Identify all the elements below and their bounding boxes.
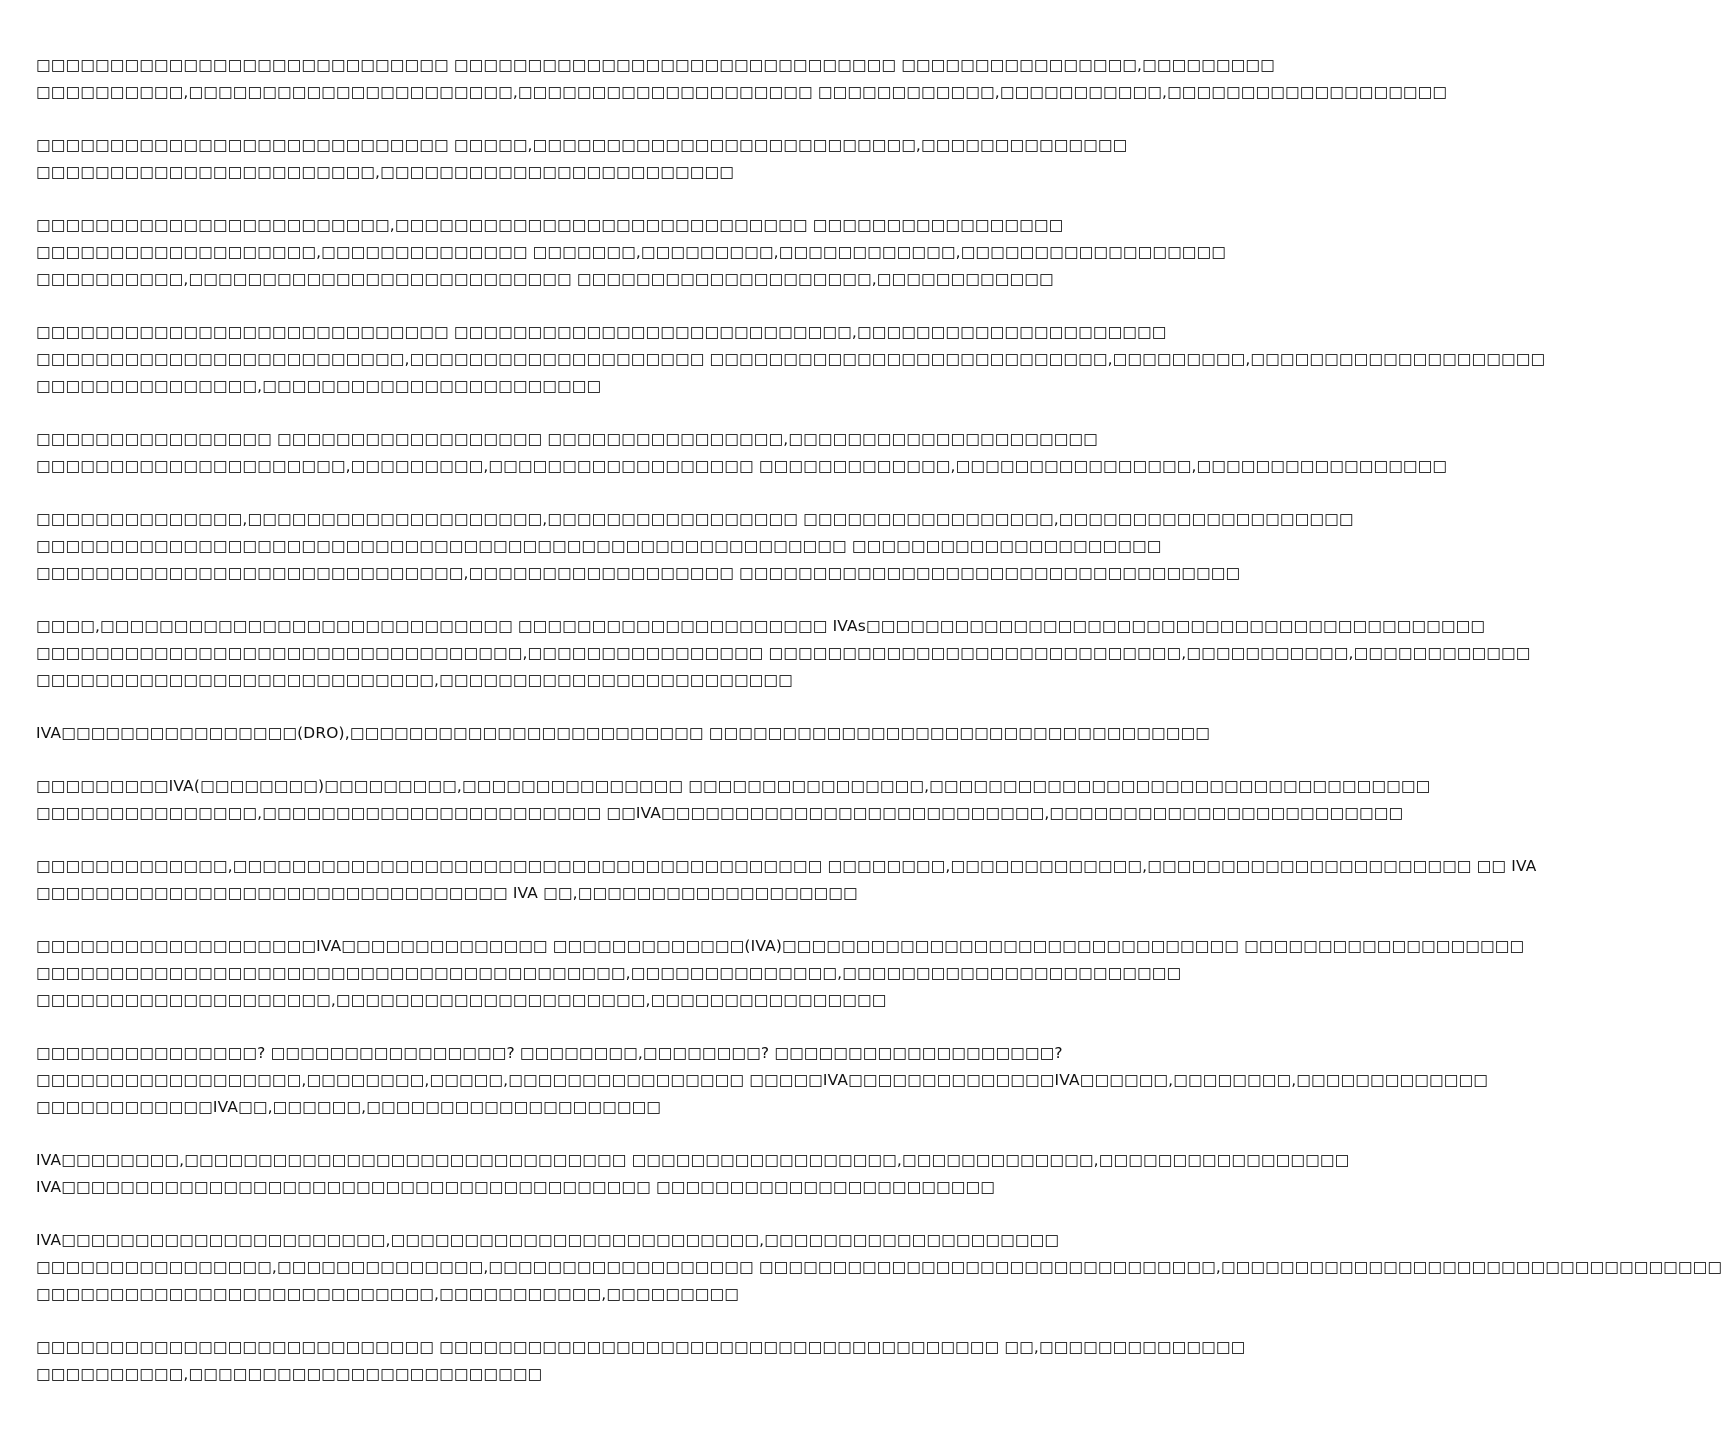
text-line: □□□□□□□□□□□□□□□□□□,□□□□□□□□,□□□□□,□□□□□□□□□□□□□□□□ □□□□□IVA□□□□□□□□□□□□□□IVA□□□□□□,□□□□□□□□,□□□□□□□□□□□□□ — [36, 1071, 1488, 1089]
text-line: □□□□□□□□□□□□□□□□□□□□□,□□□□□□□□□,□□□□□□□□□□□□□□□□□□ □□□□□□□□□□□□□,□□□□□□□□□□□□□□□□,□□□□□□□□□□□□□□□□□ — [36, 457, 1448, 475]
paragraph — [36, 132, 1128, 186]
text-line: □□□□□□□□□□□□□□□□□□□□□□□□□□□□ □□□□□□□□□□□□□□□□□□□□□□□□□□□,□□□□□□□□□□□□□□□□□□□□□ — [36, 323, 1167, 341]
text-line: □□□□□□□□□□□□□□□□ □□□□□□□□□□□□□□□□□□ □□□□□□□□□□□□□□□□,□□□□□□□□□□□□□□□□□□□□□ — [36, 430, 1098, 448]
text-line: □□□□□□□□□□□□IVA□□,□□□□□□,□□□□□□□□□□□□□□□□□□□□ — [36, 1098, 662, 1116]
paragraph — [36, 933, 1525, 1014]
paragraph — [36, 1040, 1488, 1121]
text-line: □□□□□□□□□□□□□□□□□□□□,□□□□□□□□□□□□□□□□□□□□□,□□□□□□□□□□□□□□□□ — [36, 991, 887, 1009]
text-line: □□□□□□□□□□□□□□□□□□□,□□□□□□□□□□□□□□ □□□□□□□,□□□□□□□□□,□□□□□□□□□□□□,□□□□□□□□□□□□□□□□□□ — [36, 243, 1227, 261]
text-line: □□□□□□□□□□,□□□□□□□□□□□□□□□□□□□□□□,□□□□□□□□□□□□□□□□□□□□ □□□□□□□□□□□□,□□□□□□□□□□□,□□□□□□□□□□□□□□□□□□□ — [36, 83, 1448, 101]
text-line: IVA□□□□□□□□,□□□□□□□□□□□□□□□□□□□□□□□□□□□□□□ □□□□□□□□□□□□□□□□□□,□□□□□□□□□□□□□,□□□□□□□□□□□□□□□□□ — [36, 1151, 1350, 1169]
paragraph — [36, 853, 1537, 907]
text-line: IVA□□□□□□□□□□□□□□□□□□□□□□,□□□□□□□□□□□□□□□□□□□□□□□□□,□□□□□□□□□□□□□□□□□□□□ — [36, 1231, 1060, 1249]
text-line: IVA□□□□□□□□□□□□□□□□(DRO),□□□□□□□□□□□□□□□□□□□□□□□□ □□□□□□□□□□□□□□□□□□□□□□□□□□□□□□□□□□ — [36, 724, 1210, 742]
text-line: □□□□□□□□□□□□□□□□□□□□□□□□□□□□ □□□□□□□□□□□□□□□□□□□□□□□□□□□□□□ □□□□□□□□□□□□□□□□,□□□□□□□□□ — [36, 56, 1275, 74]
paragraph — [36, 613, 1531, 694]
paragraph — [36, 720, 1210, 747]
text-line: □□□□□□□□□□□□□□□□□□□□□□□□,□□□□□□□□□□□□□□□□□□□□□□□□□□□□ □□□□□□□□□□□□□□□□□ — [36, 216, 1064, 234]
text-line: □□□□□□□□□□□□□□□? □□□□□□□□□□□□□□□□? □□□□□□□□,□□□□□□□□? □□□□□□□□□□□□□□□□□□□? — [36, 1044, 1063, 1062]
text-line: □□□□□□□□□□□□□□□□□□□□□□□,□□□□□□□□□□□□□□□□□□□□□□□□ — [36, 163, 734, 181]
paragraph — [36, 212, 1227, 293]
paragraph — [36, 773, 1431, 827]
paragraph — [36, 426, 1448, 480]
paragraph — [36, 506, 1354, 587]
text-line: □□□□□□□□□□□□□□□□□□□□□□□□□□□□□□□□□□□□□□□□□□□□□□□□□□□□□□□ □□□□□□□□□□□□□□□□□□□□□ — [36, 537, 1162, 555]
text-line: □□□□□□□□□□□□□□□□,□□□□□□□□□□□□□□,□□□□□□□□□□□□□□□□□□ □□□□□□□□□□□□□□□□□□□□□□□□□□□□□□□,□□□□□□□□□□□□□□□□□□□□□□□□□□□□□□□□□□ — [36, 1258, 1722, 1276]
text-line: □□□□□□□□□□□□□,□□□□□□□□□□□□□□□□□□□□□□□□□□□□□□□□□□□□□□□□ □□□□□□□□,□□□□□□□□□□□□□,□□□□□□□□□□□□□□□□□□□□□□ □□ IVA — [36, 857, 1537, 875]
text-line: □□□□□□□□□□□□□□□□□□□□□□□□□□□□□,□□□□□□□□□□□□□□□□□□ □□□□□□□□□□□□□□□□□□□□□□□□□□□□□□□□□□ — [36, 564, 1241, 582]
text-line: □□□□□□□□□□,□□□□□□□□□□□□□□□□□□□□□□□□□□ □□□□□□□□□□□□□□□□□□□□,□□□□□□□□□□□□ — [36, 270, 1054, 288]
text-line: □□□□□□□□□□□□□□□□□□□□□□□□□□□□□□□□□□□□□□□□,□□□□□□□□□□□□□□,□□□□□□□□□□□□□□□□□□□□□□□ — [36, 964, 1182, 982]
paragraph — [36, 319, 1546, 400]
text-line: □□□□□□□□□□□□□□□□□□□□□□□□□□□,□□□□□□□□□□□,□□□□□□□□□ — [36, 1285, 740, 1303]
text-line: □□□□□□□□□□,□□□□□□□□□□□□□□□□□□□□□□□□ — [36, 1365, 543, 1383]
paragraph — [36, 1147, 1350, 1201]
text-line: □□□□□□□□□□□□□□,□□□□□□□□□□□□□□□□□□□□,□□□□□□□□□□□□□□□□□ □□□□□□□□□□□□□□□□□,□□□□□□□□□□□□□□□□□□□□ — [36, 510, 1354, 528]
text-line: IVA□□□□□□□□□□□□□□□□□□□□□□□□□□□□□□□□□□□□□□□□ □□□□□□□□□□□□□□□□□□□□□□□ — [36, 1178, 996, 1196]
paragraph — [36, 1227, 1722, 1308]
text-line: □□□□□□□□□□□□□□□□□□□□□□□□□□□□ □□□□□,□□□□□□□□□□□□□□□□□□□□□□□□□□,□□□□□□□□□□□□□□ — [36, 136, 1128, 154]
text-line: □□□□□□□□□□□□□□□□□□□□□□□□□□□ □□□□□□□□□□□□□□□□□□□□□□□□□□□□□□□□□□□□□□ □□,□□□□□□□□□□□□□□ — [36, 1338, 1246, 1356]
text-line: □□□□□□□□□□□□□□□□□□□□□□□□□□□□□□□□□,□□□□□□□□□□□□□□□□ □□□□□□□□□□□□□□□□□□□□□□□□□□□□,□□□□□□□□□□□,□□□□□□□□□□□□ — [36, 644, 1531, 662]
text-line: □□□□□□□□□□□□□□□□□□□IVA□□□□□□□□□□□□□□ □□□□□□□□□□□□□(IVA)□□□□□□□□□□□□□□□□□□□□□□□□□□□□□□□ □□□□□□□□□□□□□□□□□□□ — [36, 937, 1525, 955]
text-line: □□□□□□□□□□□□□□□□□□□□□□□□□,□□□□□□□□□□□□□□□□□□□□ □□□□□□□□□□□□□□□□□□□□□□□□□□□,□□□□□□□□□,□□□□□□□□□□□□□□□□□□□□ — [36, 350, 1546, 368]
text-line: □□□□□□□□□□□□□□□,□□□□□□□□□□□□□□□□□□□□□□□ □□IVA□□□□□□□□□□□□□□□□□□□□□□□□□□,□□□□□□□□□□□□□□□□□□□□□□□□ — [36, 804, 1404, 822]
paragraph — [36, 1334, 1246, 1388]
text-line: □□□□□□□□□□□□□□□□□□□□□□□□□□□,□□□□□□□□□□□□□□□□□□□□□□□□ — [36, 671, 793, 689]
paragraph — [36, 52, 1448, 106]
text-line: □□□□□□□□□IVA(□□□□□□□□)□□□□□□□□□,□□□□□□□□□□□□□□□ □□□□□□□□□□□□□□□□,□□□□□□□□□□□□□□□□□□□□□□□□□□□□□□□□□□ — [36, 777, 1431, 795]
text-line: □□□□□□□□□□□□□□□□□□□□□□□□□□□□□□□□ IVA □□,□□□□□□□□□□□□□□□□□□□ — [36, 884, 858, 902]
text-line: □□□□□□□□□□□□□□□,□□□□□□□□□□□□□□□□□□□□□□□ — [36, 377, 602, 395]
text-line: □□□□,□□□□□□□□□□□□□□□□□□□□□□□□□□□□ □□□□□□□□□□□□□□□□□□□□□ IVAs□□□□□□□□□□□□□□□□□□□□□□□□□□□□□□□□□□□□□□□□□□ — [36, 617, 1486, 635]
